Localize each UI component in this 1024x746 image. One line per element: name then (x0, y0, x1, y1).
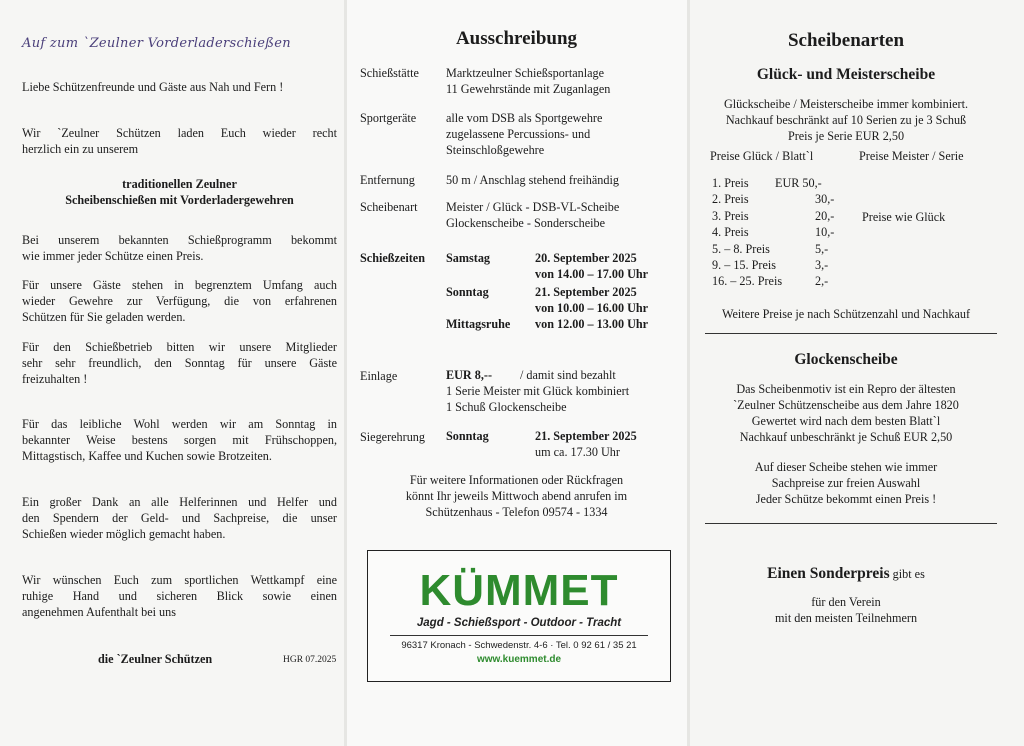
fold-line (344, 0, 347, 746)
sponsor-address: 96317 Kronach - Schwedenstr. 4-6 · Tel. 0 92 61 / 35 21 (401, 640, 637, 651)
thanks-line: den Spendern der Geld- und Sachpreise, die unser (22, 511, 337, 525)
food-line: Für das leibliche Wohl werden wir am Sonntag in (22, 417, 337, 431)
award-label: Siegerehrung (360, 430, 425, 444)
section-title: Glück- und Meisterscheibe (756, 66, 936, 83)
prize-rank: 1. Preis (712, 176, 749, 190)
award-time: um ca. 17.30 Uhr (535, 445, 620, 459)
guns-label: Sportgeräte (360, 111, 417, 125)
invite-line: herzlich ein zu unserem (22, 142, 139, 156)
logo-divider (390, 635, 648, 636)
invite-line: Wir `Zeulner Schützen laden Euch wieder recht (22, 126, 337, 140)
target-label: Scheibenart (360, 200, 418, 214)
prize-value: 10,- (815, 225, 835, 240)
right-title: Scheibenarten (787, 30, 905, 51)
guests-line: Schützen für Sie geladen werden. (22, 310, 186, 324)
program-line: wie immer jeder Schütze einen Preis. (22, 249, 204, 263)
prize-value: 3,- (815, 258, 829, 272)
target-line: Glockenscheibe - Sonderscheibe (446, 216, 606, 230)
prize-rank: 3. Preis (712, 208, 749, 223)
col-header-luck: Preise Glück / Blatt`l (710, 149, 814, 163)
guns-line: zugelassene Percussions- und (446, 127, 591, 141)
middle-title: Ausschreibung (455, 28, 578, 49)
bell-line: Das Scheibenmotiv ist ein Repro der ältesten (736, 382, 956, 396)
divider (705, 523, 997, 524)
divider (705, 333, 997, 334)
script-title: Auf zum `Zeulner Vorderladerschießen (22, 36, 291, 51)
prize-rank: 5. – 8. Preis (712, 241, 770, 256)
guests-line: wieder Gewehre zur Verfügung, die von erfahrenen (22, 294, 337, 308)
wishes-line: ruhige Hand und sicheren Blick sowie einen (22, 589, 337, 603)
info-line: Für weitere Informationen oder Rückfragen (409, 473, 624, 487)
sponsor-website: www.kuemmet.de (476, 654, 562, 665)
prize-value: 5,- (815, 241, 829, 256)
event-title: traditionellen Zeulner (122, 177, 237, 191)
wishes-line: Wir wünschen Euch zum sportlichen Wettkampf eine (22, 573, 337, 587)
break-label: Mittagsruhe (446, 317, 511, 331)
saturday-time: von 14.00 – 17.00 Uhr (535, 267, 649, 281)
times-label: Schießzeiten (360, 251, 425, 265)
guns-line: Steinschloßgewehre (446, 143, 545, 157)
target-line: Meister / Glück - DSB-VL-Scheibe (446, 200, 620, 214)
fee-amount: EUR 8,-- (446, 368, 493, 382)
doc-code: HGR 07.2025 (283, 655, 337, 665)
sponsor-name: KÜMMET (419, 566, 619, 615)
prize-value: EUR 50,- (775, 176, 822, 190)
bell-prize-line: Sachpreise zur freien Auswahl (771, 476, 921, 490)
prize-rank: 2. Preis (712, 192, 749, 207)
prize-value: 2,- (815, 274, 829, 289)
special-prize-heading (688, 565, 1004, 583)
program-line: Bei unserem bekannten Schießprogramm bekommt (22, 233, 337, 247)
venue-label: Schießstätte (360, 66, 419, 80)
event-title: Scheibenschießen mit Vorderladergewehren (65, 193, 294, 207)
prize-rank: 16. – 25. Preis (712, 274, 783, 289)
prize-rank: 9. – 15. Preis (712, 258, 776, 272)
thanks-line: Schießen wieder möglich gemacht haben. (22, 527, 226, 541)
members-line: Für den Schießbetrieb bitten wir unsere Mitglieder (22, 340, 337, 354)
greeting: Liebe Schützenfreunde und Gäste aus Nah und Fern ! (22, 80, 284, 94)
guests-line: Für unsere Gäste stehen in begrenztem Umfang auch (22, 278, 337, 292)
prize-value: 30,- (815, 192, 835, 207)
distance-value: 50 m / Anschlag stehend freihändig (446, 173, 619, 187)
sponsor-logo (367, 550, 671, 682)
sunday-date: 21. September 2025 (535, 285, 637, 299)
same-as-luck: Preise wie Glück (862, 210, 946, 224)
special-prize-bold: Einen Sonderpreis (767, 565, 890, 582)
saturday-date: 20. September 2025 (535, 251, 637, 265)
info-line: könnt Ihr jeweils Mittwoch abend anrufen im (405, 489, 628, 503)
thanks-line: Ein großer Dank an alle Helferinnen und Helfer und (22, 495, 337, 509)
bell-prize-line: Auf dieser Scheibe stehen wie immer (754, 460, 938, 474)
bell-line: Gewertet wird nach dem besten Blatt`l (751, 414, 941, 428)
saturday-label: Samstag (446, 251, 491, 265)
special-prize-rest: gibt es (889, 567, 925, 581)
members-line: sehr sehr freundlich, den Sonntag für unsere Gäste (22, 356, 337, 370)
intro-line: Nachkauf beschränkt auf 10 Serien zu je 3 Schuß (725, 113, 967, 127)
fee-note: / damit sind bezahlt (520, 368, 616, 382)
intro-line: Glückscheibe / Meisterscheibe immer kombiniert. (723, 97, 969, 111)
award-day: Sonntag (446, 429, 489, 443)
venue-line: 11 Gewehrstände mit Zuganlagen (446, 82, 611, 96)
prize-rank: 4. Preis (712, 225, 749, 240)
fee-line: 1 Serie Meister mit Glück kombiniert (446, 384, 630, 398)
fee-line: 1 Schuß Glockenscheibe (446, 400, 567, 414)
wishes-line: angenehmen Aufenthalt bei uns (22, 605, 176, 619)
signature: die `Zeulner Schützen (98, 652, 213, 666)
intro-line: Preis je Serie EUR 2,50 (787, 129, 905, 143)
prize-value: 20,- (815, 208, 835, 223)
sunday-label: Sonntag (446, 285, 489, 299)
fee-label: Einlage (360, 369, 398, 383)
sunday-time: von 10.00 – 16.00 Uhr (535, 301, 649, 315)
food-line: bekannter Weise bestens sorgen mit Frühschoppen, (22, 433, 337, 447)
info-line: Schützenhaus - Telefon 09574 - 1334 (425, 505, 608, 519)
more-prizes: Weitere Preise je nach Schützenzahl und Nachkauf (721, 307, 971, 321)
members-line: freizuhalten ! (22, 372, 88, 386)
section-title: Glockenscheibe (794, 351, 898, 368)
bell-prize-line: Jeder Schütze bekommt einen Preis ! (755, 492, 937, 506)
venue-line: Marktzeulner Schießsportanlage (446, 66, 605, 80)
distance-label: Entfernung (360, 173, 415, 187)
food-line: Mittagstisch, Kaffee und Kuchen sowie Brotzeiten. (22, 449, 272, 463)
sponsor-tagline: Jagd - Schießsport - Outdoor - Tracht (416, 617, 622, 629)
award-date: 21. September 2025 (535, 429, 637, 443)
special-line: für den Verein (811, 595, 881, 609)
special-line: mit den meisten Teilnehmern (774, 611, 918, 625)
bell-line: `Zeulner Schützenscheibe aus dem Jahre 1820 (733, 398, 959, 412)
guns-line: alle vom DSB als Sportgewehre (446, 111, 603, 125)
break-time: von 12.00 – 13.00 Uhr (535, 317, 649, 331)
col-header-master: Preise Meister / Serie (859, 149, 964, 163)
bell-line: Nachkauf unbeschränkt je Schuß EUR 2,50 (739, 430, 953, 444)
